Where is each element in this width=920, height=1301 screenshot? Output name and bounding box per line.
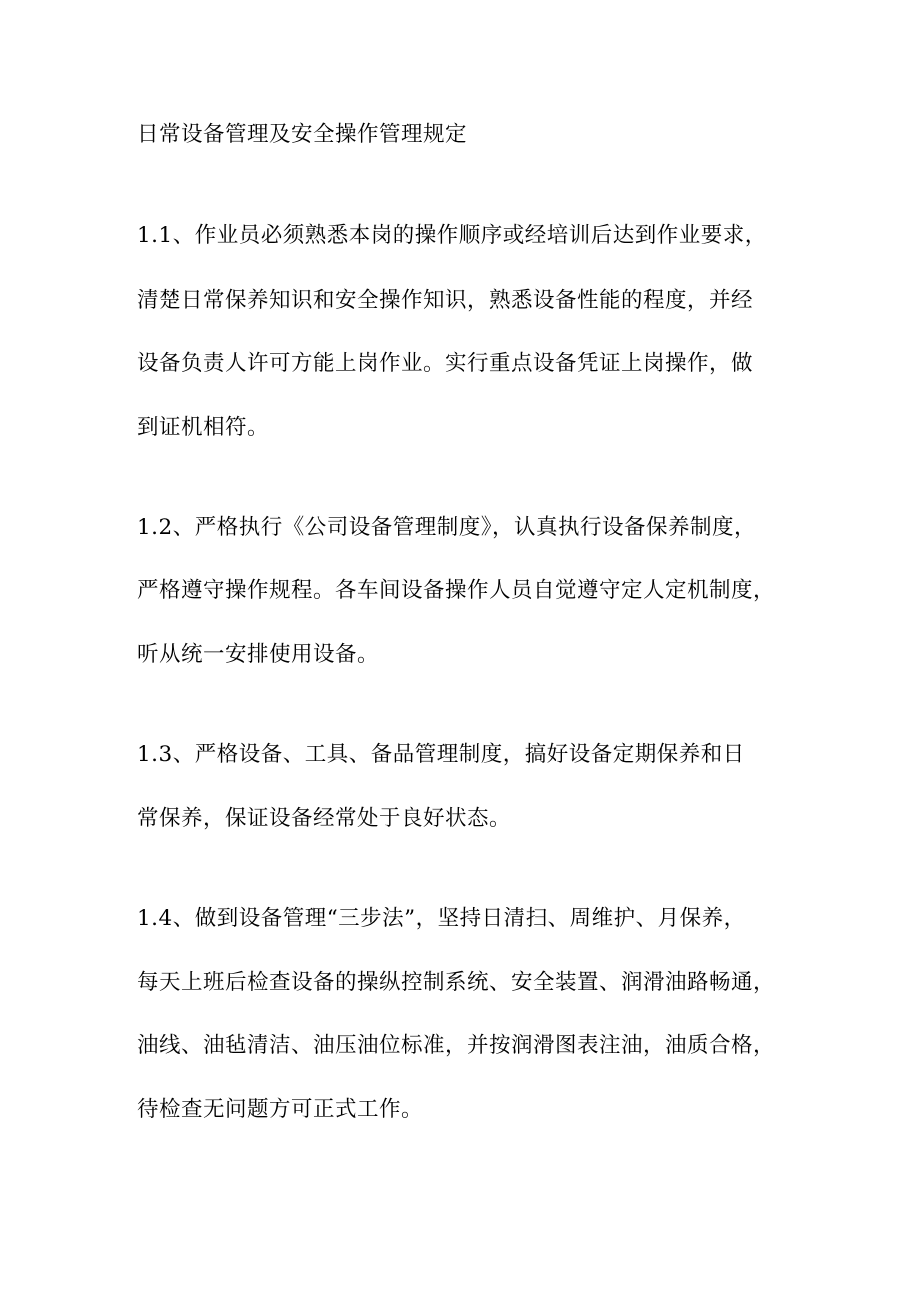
paragraph-line: 到证机相符。: [137, 415, 270, 440]
paragraph-line: 每天上班后检查设备的操纵控制系统、安全装置、润滑油路畅通，: [137, 970, 776, 995]
paragraph-line: 常保养，保证设备经常处于良好状态。: [137, 806, 512, 831]
paragraph-line: 油线、油毡清洁、油压油位标准，并按润滑图表注油，油质合格，: [137, 1033, 776, 1058]
paragraph-line: 设备负责人许可方能上岗作业。实行重点设备凭证上岗操作，做: [137, 351, 754, 376]
document-title: 日常设备管理及安全操作管理规定: [137, 122, 468, 147]
paragraph-line: 1.2、严格执行《公司设备管理制度》，认真执行设备保养制度，: [137, 515, 756, 540]
paragraph-line: 听从统一安排使用设备。: [137, 642, 380, 667]
paragraph-line: 1.4、做到设备管理“三步法”，坚持日清扫、周维护、月保养，: [137, 906, 746, 931]
paragraph-line: 1.1、作业员必须熟悉本岗的操作顺序或经培训后达到作业要求，: [137, 223, 767, 248]
paragraph-line: 待检查无问题方可正式工作。: [137, 1097, 424, 1122]
paragraph-line: 1.3、严格设备、工具、备品管理制度，搞好设备定期保养和日: [137, 742, 745, 767]
paragraph-line: 严格遵守操作规程。各车间设备操作人员自觉遵守定人定机制度，: [137, 578, 776, 603]
paragraph-line: 清楚日常保养知识和安全操作知识，熟悉设备性能的程度，并经: [137, 288, 754, 313]
